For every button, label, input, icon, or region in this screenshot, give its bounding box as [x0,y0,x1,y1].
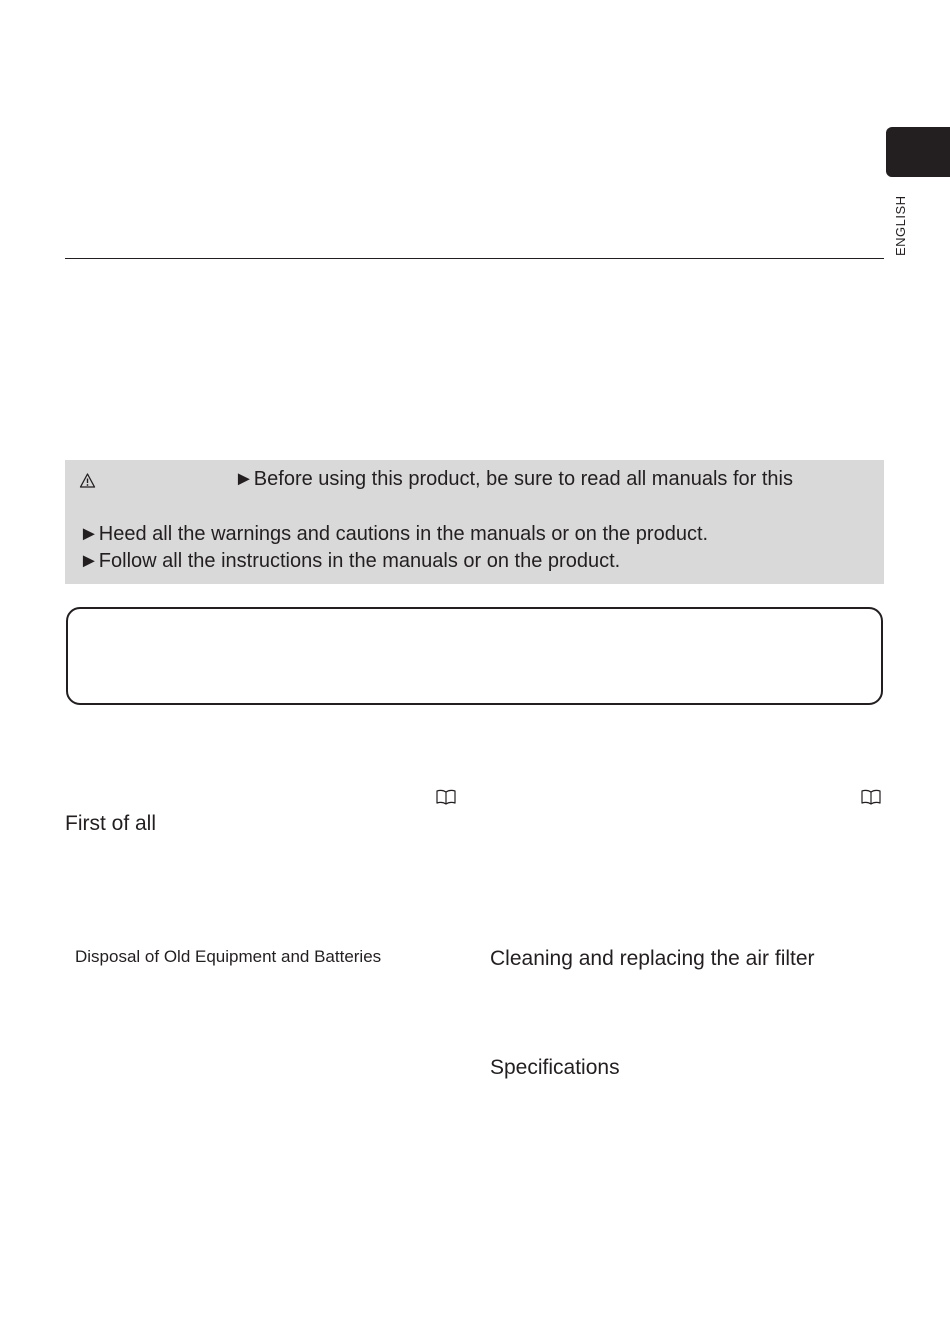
language-label: ENGLISH [893,195,908,256]
warning-triangle-icon [79,472,96,489]
toc-entry-first-of-all[interactable]: First of all [65,812,157,835]
warning-line-1: ►Before using this product, be sure to read all manuals for this [234,468,793,490]
warning-line-2: ►Heed all the warnings and cautions in the manuals or on the product. [79,523,709,545]
toc-entry-disposal[interactable]: Disposal of Old Equipment and Batteries [75,947,382,966]
language-tab [886,127,950,177]
note-box [66,607,883,705]
toc-entry-air-filter[interactable]: Cleaning and replacing the air filter [490,947,815,970]
book-icon [435,788,457,806]
book-icon [860,788,882,806]
toc-entry-specifications[interactable]: Specifications [490,1056,620,1079]
warning-line-3: ►Follow all the instructions in the manuals or on the product. [79,550,621,572]
header-rule [65,258,884,259]
